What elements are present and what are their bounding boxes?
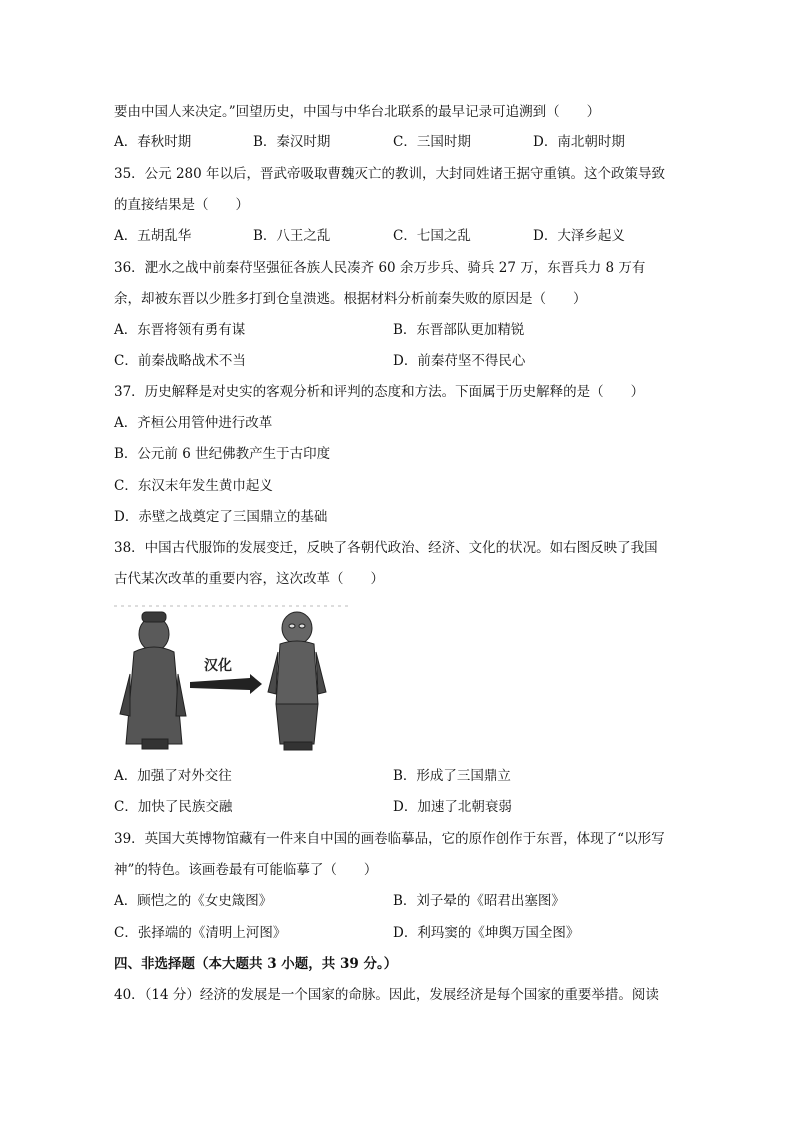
q39-option-d: D．利玛窦的《坤舆万国全图》 [393,925,580,941]
robed-figure-left [120,612,186,749]
q36-option-a: A．东晋将领有勇有谋 [114,322,246,338]
question-36-stem-cont: 余，却被东晋以少胜多打到仓皇溃逃。根据材料分析前秦失败的原因是（ ） [114,291,587,307]
question-38-stem-cont: 古代某次改革的重要内容，这次改革（ ） [114,571,384,587]
q39-option-c: C．张择端的《清明上河图》 [114,925,287,941]
q36-option-c: C．前秦战略战术不当 [114,353,246,369]
q38-option-c: C．加快了民族交融 [114,799,233,815]
section-heading: 四、非选择题（本大题共 3 小题，共 39 分。） [114,956,398,972]
question-37-stem: 37．历史解释是对史实的客观分析和评判的态度和方法。下面属于历史解释的是（ ） [114,384,645,400]
standing-figure-right [268,612,326,750]
q39-option-b: B．刘子晕的《昭君出塞图》 [393,893,565,909]
question-38-stem: 38．中国古代服饰的发展变迁，反映了各朝代政治、经济、文化的状况。如右图反映了我国 [114,540,658,556]
q34-option-d: D．南北朝时期 [533,134,625,150]
q35-option-d: D．大泽乡起义 [533,228,625,244]
q37-option-a: A．齐桓公用管仲进行改革 [114,415,273,431]
q34-option-c: C．三国时期 [393,134,471,150]
arrow-icon [190,674,262,694]
question-35-stem-cont: 的直接结果是（ ） [114,197,249,213]
q35-option-a: A．五胡乱华 [114,228,192,244]
q36-option-b: B．东晋部队更加精锐 [393,322,525,338]
q35-option-b: B．八王之乱 [253,228,331,244]
q34-option-a: A．春秋时期 [114,134,192,150]
question-40-stem: 40．（14 分）经济的发展是一个国家的命脉。因此，发展经济是每个国家的重要举措。阅读 [114,987,659,1003]
q34-option-b: B．秦汉时期 [253,134,331,150]
q35-option-c: C．七国之乱 [393,228,471,244]
q38-option-d: D．加速了北朝衰弱 [393,799,512,815]
q37-option-d: D．赤壁之战奠定了三国鼎立的基础 [114,509,328,525]
q39-option-a: A．顾恺之的《女史箴图》 [114,893,273,909]
question-39-stem: 39．英国大英博物馆藏有一件来自中国的画卷临摹品，它的原作创作于东晋，体现了“以形写 [114,831,665,847]
question-39-stem-cont: 神”的特色。该画卷最有可能临摹了（ ） [114,862,378,878]
q37-option-c: C．东汉末年发生黄巾起义 [114,478,273,494]
q37-option-b: B．公元前 6 世纪佛教产生于古印度 [114,446,331,462]
figure-label: 汉化 [204,658,232,674]
q38-option-a: A．加强了对外交往 [114,768,232,784]
costume-reform-figure [112,604,357,754]
q36-option-d: D．前秦苻坚不得民心 [393,353,526,369]
question-36-stem: 36．淝水之战中前秦苻坚强征各族人民凑齐 60 余万步兵、骑兵 27 万，东晋兵力 8 万有 [114,260,646,276]
question-35-stem: 35．公元 280 年以后，晋武帝吸取曹魏灭亡的教训，大封同姓诸王据守重镇。这个政策导致 [114,166,666,182]
question-34-stem-tail: 要由中国人来决定。”回望历史，中国与中华台北联系的最早记录可追溯到（ ） [114,104,601,120]
q38-option-b: B．形成了三国鼎立 [393,768,511,784]
